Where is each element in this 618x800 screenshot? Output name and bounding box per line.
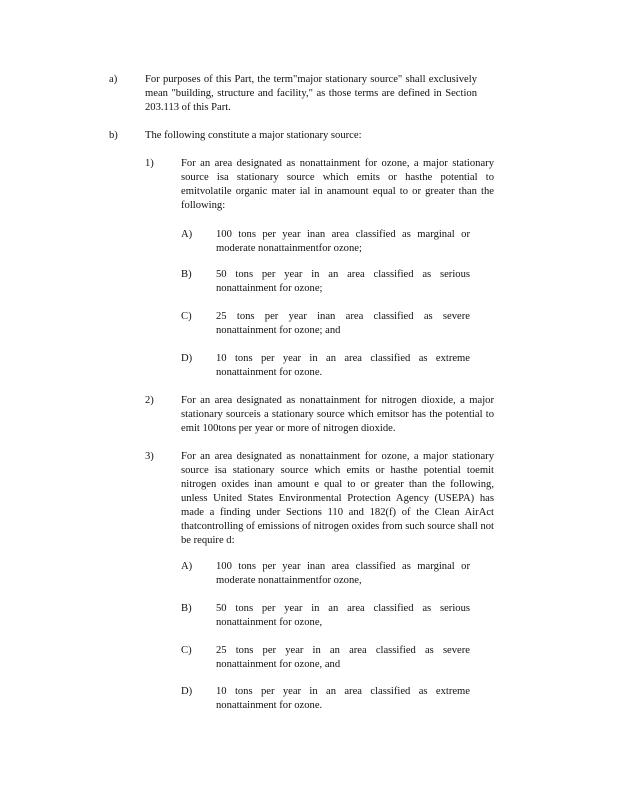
item-3-sub-c-text: 25 tons per year in an area classified as severe nonattainment for ozone, and (216, 645, 470, 670)
item-2-label: 2) (145, 395, 154, 406)
item-2-text: For an area designated as nonattainment for nitrogen dioxide, a major stationary sourceis a stationary source which emitsor has the potential to emit 100tons per year or more of nitrogen dioxide. (181, 395, 494, 434)
item-3-label: 3) (145, 451, 154, 462)
item-3-text: For an area designated as nonattainment for ozone, a major stationary source isa stationary source which emits or hasthe potential toemit nitrogen oxides inan amount e qual to or greater than the following, unless United States Environmental Protection Agency (USEPA) has made a finding under Sections 110 and 182(f) of the Clean AirAct thatcontrolling of emissions of nitrogen oxides from such source shall not be require d: (181, 451, 494, 546)
item-1-sub-d-label: D) (181, 353, 193, 364)
section-b-label: b) (109, 130, 118, 141)
item-1-sub-b-text: 50 tons per year in an area classified as serious nonattainment for ozone; (216, 269, 470, 294)
item-3-sub-c-label: C) (181, 645, 192, 656)
item-3-sub-a-label: A) (181, 561, 193, 572)
item-3-sub-d-label: D) (181, 686, 193, 697)
item-1-sub-a-label: A) (181, 229, 193, 240)
item-3-sub-d-text: 10 tons per year in an area classified as extreme nonattainment for ozone. (216, 686, 470, 711)
item-1-text: For an area designated as nonattainment for ozone, a major stationary source isa stationary source which emits or hasthe potential to emitvolatile organic mater ial in anamount equal to or greater than the following: (181, 158, 494, 211)
item-3-sub-b-label: B) (181, 603, 192, 614)
item-1-label: 1) (145, 158, 154, 169)
item-3-sub-a-text: 100 tons per year inan area classified as marginal or moderate nonattainmentfor ozone, (216, 561, 470, 586)
section-a-label: a) (109, 74, 118, 85)
section-b-text: The following constitute a major stationary source: (145, 130, 362, 141)
item-3-sub-b-text: 50 tons per year in an area classified as serious nonattainment for ozone, (216, 603, 470, 628)
item-1-sub-c-label: C) (181, 311, 192, 322)
item-1-sub-d-text: 10 tons per year in an area classified as extreme nonattainment for ozone. (216, 353, 470, 378)
section-a-text: For purposes of this Part, the term"major stationary source" shall exclusively mean "building, structure and facility," as those terms are defined in Section 203.113 of this Part. (145, 74, 477, 113)
item-1-sub-a-text: 100 tons per year inan area classified as marginal or moderate nonattainmentfor ozone; (216, 229, 470, 254)
item-1-sub-b-label: B) (181, 269, 192, 280)
item-1-sub-c-text: 25 tons per year inan area classified as severe nonattainment for ozone; and (216, 311, 470, 336)
